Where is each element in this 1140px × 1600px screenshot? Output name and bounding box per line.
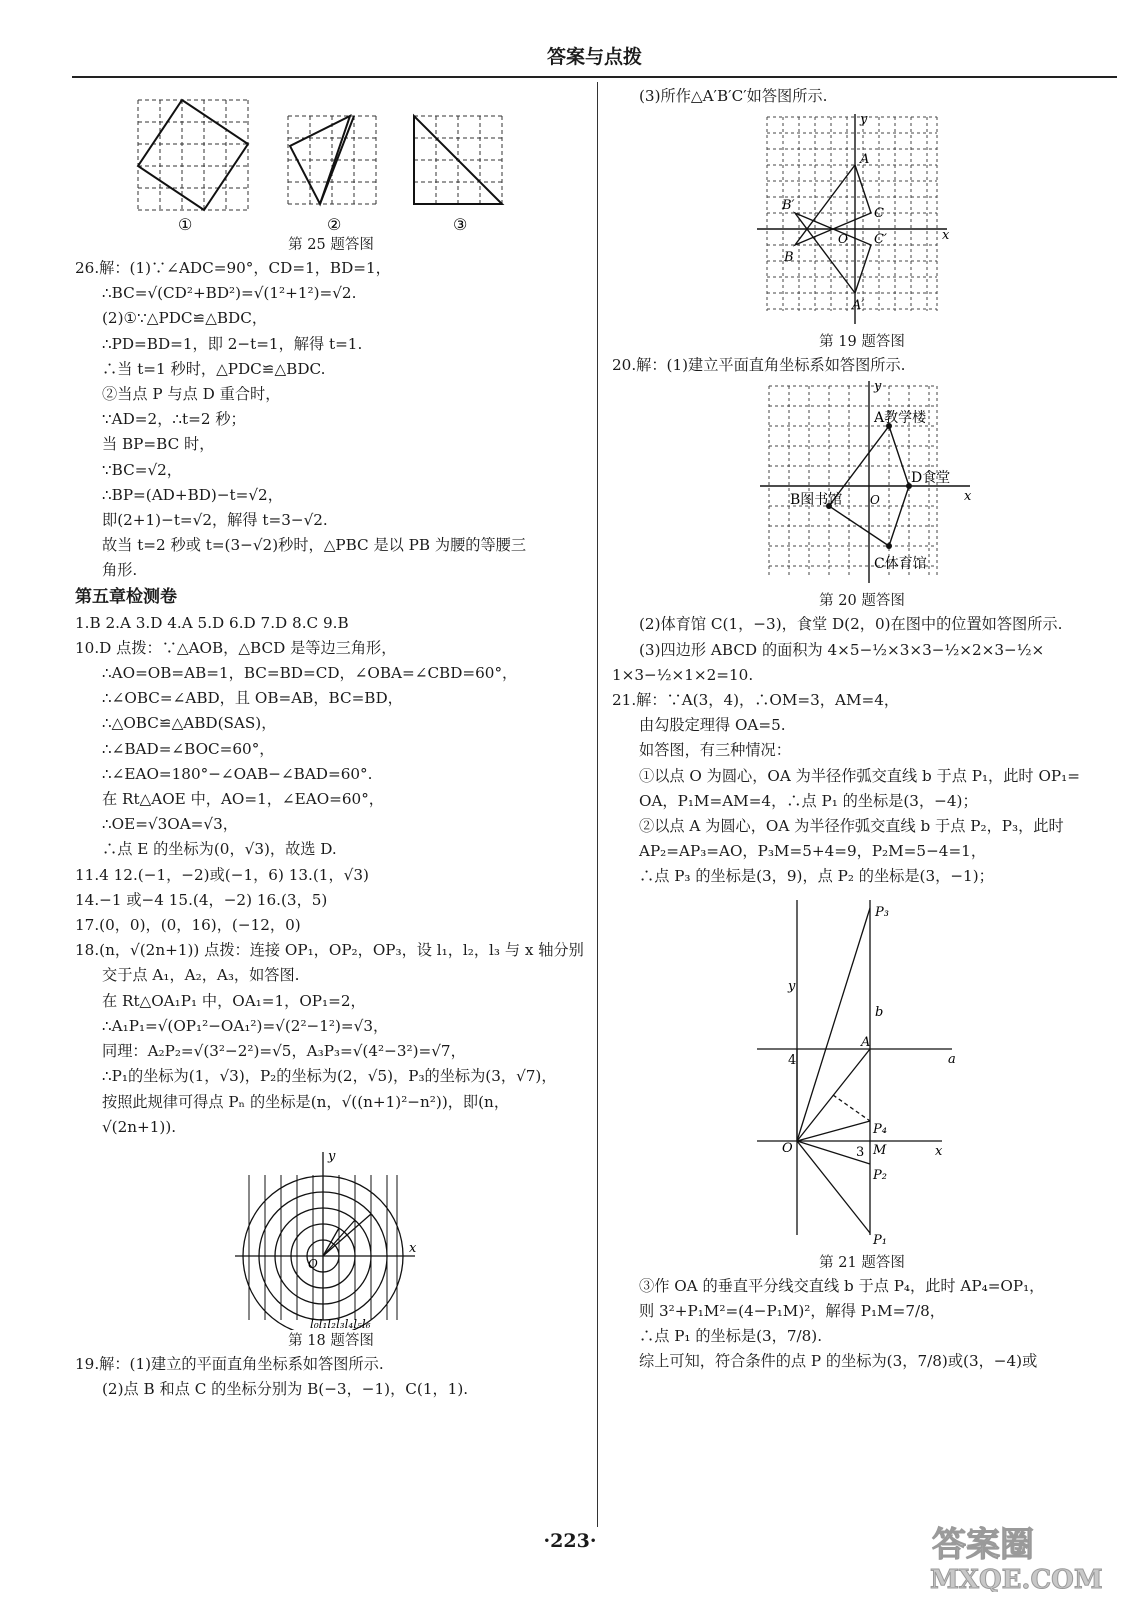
fig18-axis-y: y: [328, 1148, 336, 1164]
answers-1-9: 1.B 2.A 3.D 4.A 5.D 6.D 7.D 8.C 9.B: [75, 613, 349, 632]
q10-line: ∴△OBC≌△ABD(SAS)，: [102, 714, 277, 733]
fig25-label-2: ②: [327, 215, 342, 234]
fig19-B2: B′: [782, 198, 795, 214]
q21-line: OA，P₁M=AM=4，∴点 P₁ 的坐标是(3，−4)；: [639, 791, 978, 810]
q26-line: ∴当 t=1 秒时，△PDC≌△BDC.: [102, 359, 326, 378]
fig20-x: x: [964, 489, 972, 505]
q21-line: 由勾股定理得 OA=5.: [639, 716, 786, 735]
page-number: ·223·: [543, 1530, 597, 1552]
q18-line: √(2n+1)).: [102, 1117, 177, 1136]
fig20-C: C体育馆: [874, 556, 927, 573]
q26-line: 当 BP=BC 时，: [102, 435, 215, 454]
fig21-O: O: [782, 1140, 793, 1156]
fig21-P4: P₄: [873, 1121, 887, 1137]
watermark-logo: [918, 1520, 1128, 1592]
fig18-axis-x: x: [409, 1240, 417, 1256]
figure-25: [75, 84, 587, 234]
q18-line: ∴P₁的坐标为(1，√3)，P₂的坐标为(2，√5)，P₃的坐标为(3，√7)，: [102, 1067, 557, 1086]
q10-line: ∴∠OBC=∠ABD，且 OB=AB，BC=BD，: [102, 689, 403, 708]
fig18-origin: O: [308, 1256, 318, 1271]
q18-line: 同理：A₂P₂=√(3²−2²)=√5，A₃P₃=√(4²−3²)=√7，: [102, 1042, 466, 1061]
fig19-C2: C′: [874, 232, 887, 248]
fig20-A: A教学楼: [874, 410, 927, 427]
q18-line: 在 Rt△OA₁P₁ 中，OA₁=1，OP₁=2，: [102, 991, 366, 1010]
q21-line: ∴点 P₁ 的坐标是(3，7/8).: [639, 1327, 823, 1346]
q18-line: ∴A₁P₁=√(OP₁²−OA₁²)=√(2²−1²)=√3，: [102, 1016, 389, 1035]
q10-line: ∴OE=√3OA=√3，: [102, 815, 238, 834]
q26-line: 26.解：(1)∵∠ADC=90°，CD=1，BD=1，: [75, 259, 391, 277]
fig25-label-1: ①: [178, 215, 193, 234]
left-column: [75, 84, 587, 1402]
fig25-label-3: ③: [453, 215, 468, 234]
q21-line: AP₂=AP₃=AO，P₃M=5+4=9，P₂M=5−4=1，: [639, 842, 987, 861]
fig19-A: A: [860, 152, 870, 168]
fig19-B: B: [784, 250, 794, 266]
q21-line: ③作 OA 的垂直平分线交直线 b 于点 P₄，此时 AP₄=OP₁，: [639, 1276, 1045, 1295]
q26-line: ∵AD=2，∴t=2 秒；: [102, 410, 246, 429]
fig21-P1: P₁: [873, 1232, 887, 1248]
fig19-x: x: [942, 228, 950, 244]
q21-line: 则 3²+P₁M²=(4−P₁M)²，解得 P₁M=7/8，: [639, 1301, 945, 1320]
q20-line: 1×3−½×1×2=10.: [612, 665, 754, 684]
fig21-P2: P₂: [873, 1167, 887, 1183]
q26-line: 故当 t=2 秒或 t=(3−√2)秒时，△PBC 是以 PB 为腰的等腰三: [102, 536, 527, 555]
answers-11-13: 11.4 12.(−1，−2)或(−1，6) 13.(1，√3): [75, 865, 369, 884]
answers-14-16: 14.−1 或−4 15.(4，−2) 16.(3，5): [75, 890, 328, 909]
q21-line: 21.解：∵A(3，4)，∴OM=3，AM=4，: [612, 691, 900, 710]
fig21-A: A: [861, 1034, 871, 1050]
q21-line: ①以点 O 为圆心，OA 为半径作弧交直线 b 于点 P₁，此时 OP₁=: [639, 766, 1080, 785]
fig20-caption: 第 20 题答图: [819, 593, 905, 610]
fig20-O: O: [870, 493, 880, 508]
figure-21: [612, 890, 1112, 1252]
q26-line: ∴BP=(AD+BD)−t=√2，: [102, 485, 283, 504]
section-title: 第五章检测卷: [75, 586, 177, 607]
q26-line: 即(2+1)−t=√2，解得 t=3−√2.: [102, 511, 328, 530]
figure-20: [612, 378, 1112, 590]
fig21-n4: 4: [788, 1052, 797, 1068]
fig20-B: B图书馆: [790, 492, 843, 509]
header-title: 答案与点拨: [546, 46, 642, 68]
fig21-M: M: [873, 1142, 887, 1158]
q20-line: (3)四边形 ABCD 的面积为 4×5−½×3×3−½×2×3−½×: [639, 640, 1045, 659]
fig19-A2: A′: [852, 298, 865, 314]
q10-line: ∴点 E 的坐标为(0，√3)，故选 D.: [102, 840, 337, 859]
page-header: [72, 42, 1117, 78]
q26-line: 角形.: [102, 561, 138, 580]
q26-line: ∴PD=BD=1，即 2−t=1，解得 t=1.: [102, 334, 363, 353]
fig21-b: b: [875, 1004, 884, 1020]
q19-line: (2)点 B 和点 C 的坐标分别为 B(−3，−1)，C(1，1).: [102, 1380, 469, 1399]
fig21-n3: 3: [856, 1144, 865, 1160]
figure-19: [612, 109, 1112, 331]
fig19-caption: 第 19 题答图: [819, 334, 905, 351]
q20-line: 20.解：(1)建立平面直角坐标系如答图所示.: [612, 356, 906, 375]
fig21-a: a: [948, 1051, 956, 1067]
q20-line: (2)体育馆 C(1，−3)，食堂 D(2，0)在图中的位置如答图所示.: [639, 615, 1063, 634]
q26-line: ②当点 P 与点 D 重合时，: [102, 385, 281, 404]
q26-line: (2)①∵△PDC≌△BDC，: [102, 309, 268, 328]
fig21-P3: P₃: [875, 904, 889, 920]
fig25-caption: 第 25 题答图: [288, 237, 374, 253]
q19-line: 19.解：(1)建立的平面直角坐标系如答图所示.: [75, 1354, 384, 1373]
q18-line: 18.(n，√(2n+1)) 点拨：连接 OP₁，OP₂，OP₃，设 l₁，l₂，l₃ 与 x 轴分别: [75, 941, 584, 960]
q10-line: ∴AO=OB=AB=1，BC=BD=CD，∠OBA=∠CBD=60°，: [102, 664, 518, 683]
watermark-top: 答案圈: [932, 1525, 1034, 1565]
fig20-D: D食堂: [911, 470, 951, 487]
q21-line: ∴点 P₃ 的坐标是(3，9)，点 P₂ 的坐标是(3，−1)；: [639, 867, 994, 886]
q21-line: 如答图，有三种情况：: [639, 741, 791, 760]
figure-18: [75, 1140, 587, 1330]
q26-line: ∵BC=√2，: [102, 460, 182, 479]
fig21-x: x: [935, 1143, 943, 1159]
fig19-y: y: [860, 112, 868, 128]
fig20-y: y: [874, 379, 882, 395]
fig19-C: C: [874, 206, 884, 222]
fig18-caption: 第 18 题答图: [288, 1332, 374, 1349]
fig21-y: y: [788, 978, 796, 994]
fig21-caption: 第 21 题答图: [819, 1254, 905, 1271]
q10-line: 10.D 点拨：∵△AOB，△BCD 是等边三角形，: [75, 638, 397, 657]
q21-line: ②以点 A 为圆心，OA 为半径作弧交直线 b 于点 P₂，P₃，此时: [639, 817, 1064, 836]
q19-part3: (3)所作△A′B′C′如答图所示.: [639, 87, 828, 105]
q21-line: 综上可知，符合条件的点 P 的坐标为(3，7/8)或(3，−4)或: [639, 1352, 1038, 1371]
q10-line: ∴∠EAO=180°−∠OAB−∠BAD=60°.: [102, 764, 373, 783]
q10-line: ∴∠BAD=∠BOC=60°，: [102, 739, 275, 758]
fig18-l-labels: l₀l₁l₂l₃l₄l₅l₆: [310, 1316, 371, 1330]
answer-17: 17.(0，0)，(0，16)，(−12，0): [75, 916, 301, 935]
q18-line: 按照此规律可得点 Pₙ 的坐标是(n，√((n+1)²−n²))，即(n，: [102, 1092, 510, 1111]
q26-line: ∴BC=√(CD²+BD²)=√(1²+1²)=√2.: [102, 284, 357, 303]
watermark-bottom: MXQE.COM: [930, 1565, 1103, 1592]
q10-line: 在 Rt△AOE 中，AO=1，∠EAO=60°，: [102, 790, 384, 809]
q18-line: 交于点 A₁，A₂，A₃，如答图.: [102, 966, 300, 985]
column-divider: [597, 82, 598, 1527]
right-column: [612, 84, 1112, 1374]
fig19-O: O: [838, 232, 848, 247]
